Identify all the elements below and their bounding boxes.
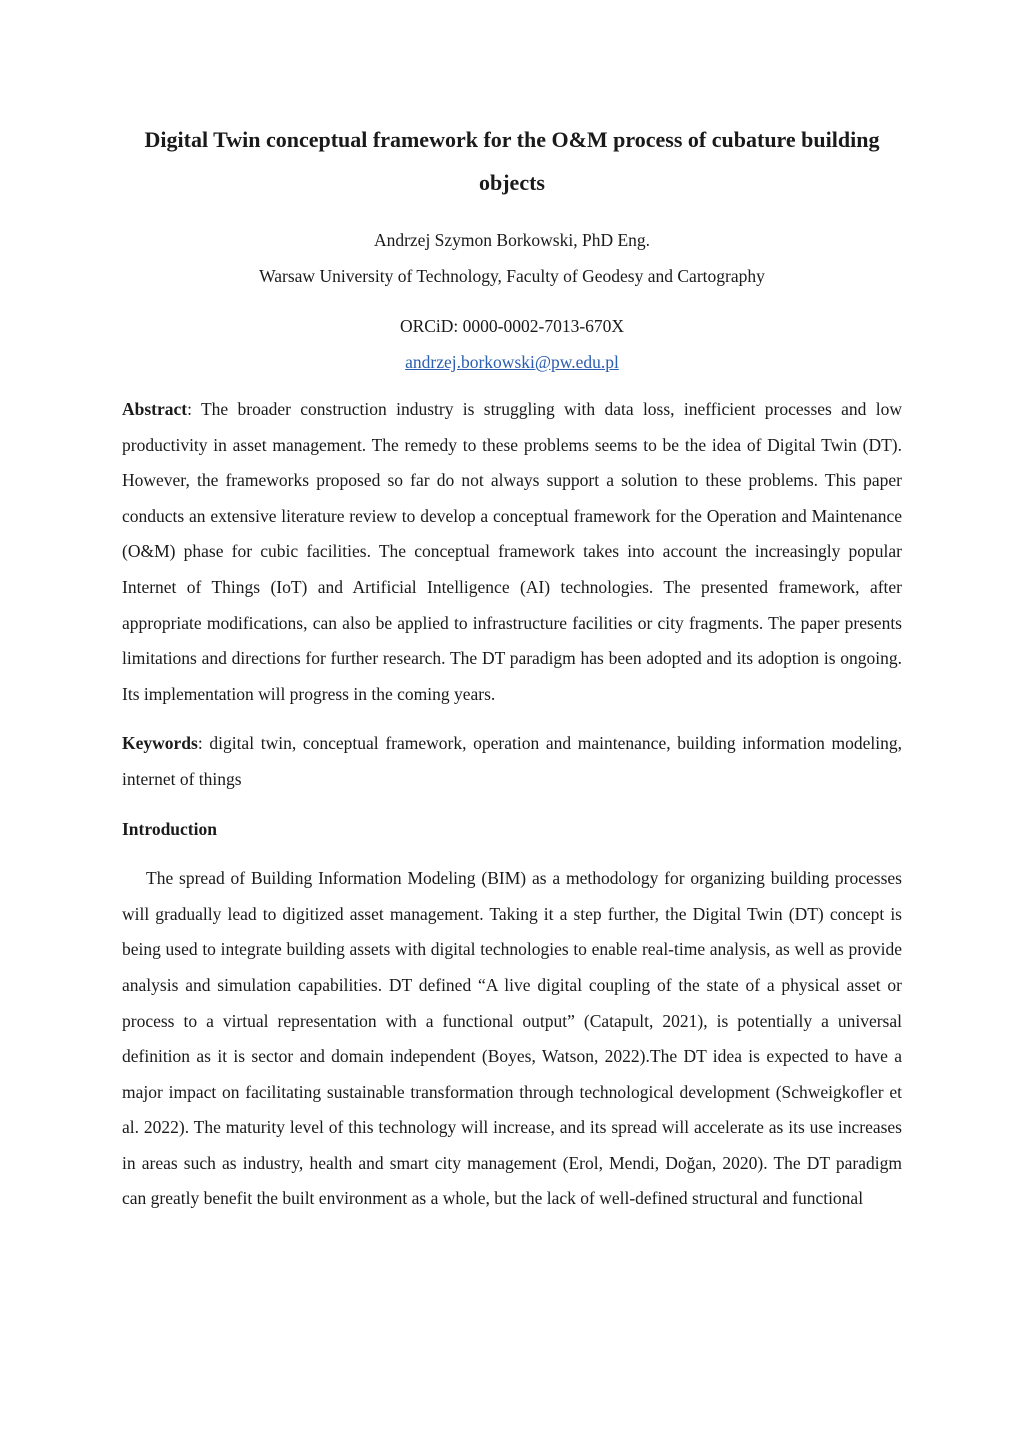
abstract-paragraph [122, 392, 902, 712]
author-name: Andrzej Szymon Borkowski, PhD Eng. [373, 230, 651, 250]
keywords-label: Keywords [122, 733, 198, 754]
keywords-paragraph [122, 726, 902, 797]
author-email-link[interactable]: andrzej.borkowski@pw.edu.pl [405, 352, 619, 372]
author-affiliation: Warsaw University of Technology, Faculty of Geodesy and Cartography [259, 266, 765, 286]
orcid-id: ORCiD: 0000-0002-7013-670X [399, 316, 625, 336]
abstract-label: Abstract [122, 399, 188, 419]
paper-page [122, 118, 902, 1217]
author-block [122, 222, 902, 294]
paper-title: Digital Twin conceptual framework for the O&M process of cubature building objects [144, 127, 880, 195]
abstract-text: : The broader construction industry is struggling with data loss, inefficient processes and low productivity in asset management. The remedy to these problems seems to be the idea of Digital Twin (DT). However, the frameworks proposed so far do not always support a solution to these problems. This paper conducts an extensive literature review to develop a conceptual framework for the Operation and Maintenance (O&M) phase for cubic facilities. The conceptual framework takes into account the increasingly popular Internet of Things (IoT) and Artificial Intelligence (AI) technologies. The presented framework, after appropriate modifications, can also be applied to infrastructure facilities or city fragments. The paper presents limitations and directions for further research. The DT paradigm has been adopted and its adoption is ongoing. Its implementation will progress in the coming years. [122, 399, 902, 704]
introduction-heading: Introduction [122, 818, 217, 839]
email-line [122, 344, 902, 380]
contact-block [122, 308, 902, 380]
keywords-text: : digital twin, conceptual framework, operation and maintenance, building information modeling, internet of things [122, 733, 902, 789]
introduction-paragraph: The spread of Building Information Modeling (BIM) as a methodology for organizing building processes will gradually lead to digitized asset management. Taking it a step further, the Digital Twin (DT) concept is being used to integrate building assets with digital technologies to enable real-time analysis, as well as provide analysis and simulation capabilities. DT defined “A live digital coupling of the state of a physical asset or process to a virtual representation with a functional output” (Catapult, 2021), is potentially a universal definition as it is sector and domain independent (Boyes, Watson, 2022).The DT idea is expected to have a major impact on facilitating sustainable transformation through technological development (Schweigkofler et al. 2022). The maturity level of this technology will increase, and its spread will accelerate as its use increases in areas such as industry, health and smart city management (Erol, Mendi, Doğan, 2020). The DT paradigm can greatly benefit the built environment as a whole, but the lack of well-defined structural and functional [122, 868, 902, 1209]
